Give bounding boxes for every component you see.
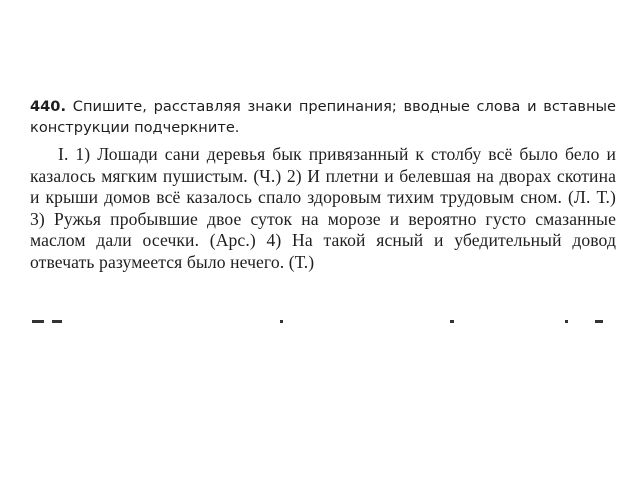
exercise-instruction: Спишите, расставляя знаки препинания; вводные слова и вставные конструкции подчеркните. <box>30 98 616 136</box>
cropped-next-line <box>30 320 616 325</box>
exercise-number: 440. <box>30 98 67 115</box>
exercise-task <box>30 96 616 138</box>
exercise-text: I. 1) Лошади сани деревья бык привязанный к столбу всё было бело и казалось мягким пушистым. (Ч.) 2) И плетни и белевшая на дворах скотина и крыши домов всё казалось спало здоровым тихим трудовым сном. (Л. Т.) 3) Ружья пробывшие двое суток на морозе и вероятно густо смазанные маслом дали осечки. (Арс.) 4) На такой ясный и убедительный довод отвечать разумеется было нечего. (Т.) <box>30 144 616 272</box>
exercise-440 <box>30 96 616 273</box>
